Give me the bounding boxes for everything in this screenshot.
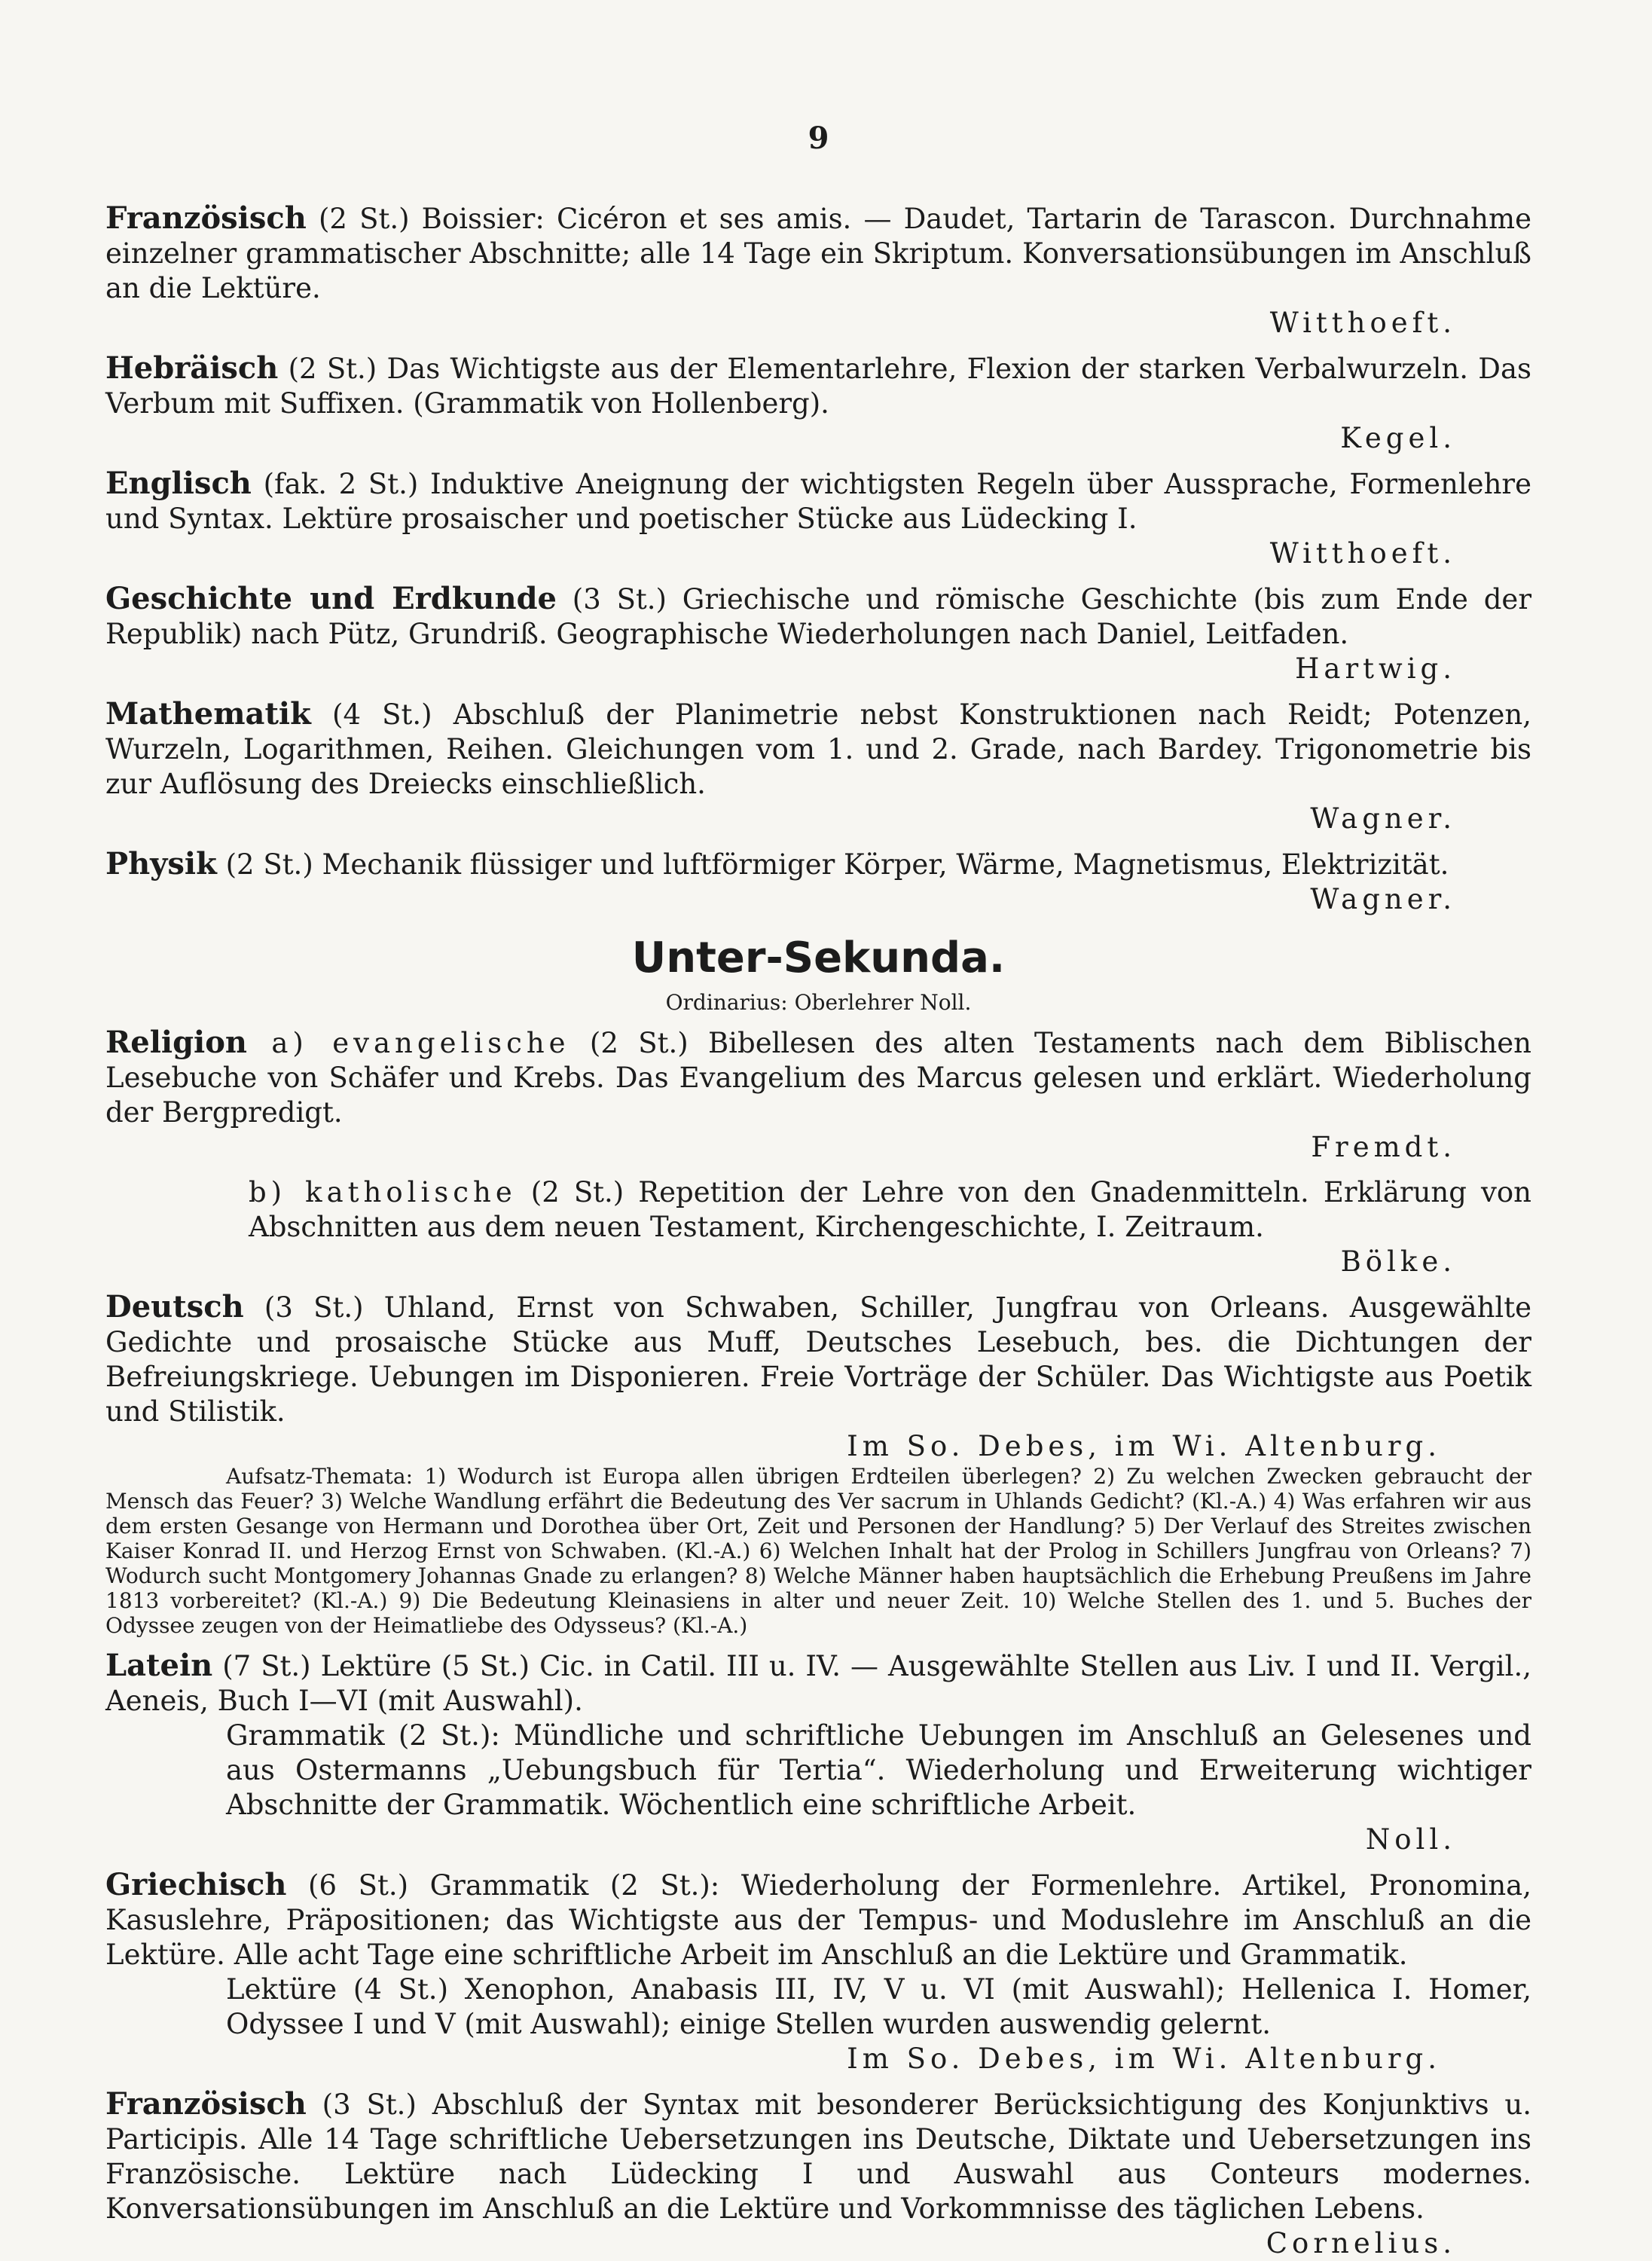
page-number: 9 bbox=[808, 121, 829, 156]
subject-heading: Geschichte und Erdkunde bbox=[105, 581, 557, 616]
teacher-name: Im So. Debes, im Wi. Altenburg. bbox=[847, 1430, 1441, 1462]
teacher-name: Bölke. bbox=[1340, 1245, 1456, 1278]
entry-griechisch bbox=[105, 1868, 1531, 2076]
entry-text: (3 St.) Griechische und römische Geschichte (bis zum Ende der Republik) nach Pütz, Grundriß. Geographische Wiederholungen nach Daniel, Leitfaden. bbox=[105, 583, 1532, 650]
entry-text: (4 St.) Abschluß der Planimetrie nebst Konstruktionen nach Reidt; Potenzen, Wurzeln, Logarithmen, Reihen. Gleichungen vom 1. und 2. Grade, nach Bardey. Trigonometrie bis zur Auflösung des Dreiecks einschließlich. bbox=[105, 698, 1531, 800]
teacher-name: Wagner. bbox=[1310, 883, 1456, 915]
subject-heading: Griechisch bbox=[105, 1867, 287, 1902]
entry-franzoesisch-ii bbox=[105, 201, 1531, 341]
entry-sublabel: b) katholische bbox=[249, 1176, 517, 1208]
entry-text: (6 St.) Grammatik (2 St.): Wiederholung der Formenlehre. Artikel, Pronomina, Kasuslehre, Präpositionen; das Wichtigste aus der Tempus- und Moduslehre im Anschluß an die Lektüre. Alle acht Tage eine schriftliche Arbeit im Anschluß an die Lektüre und Grammatik. bbox=[105, 1869, 1531, 1971]
entry-deutsch bbox=[105, 1290, 1531, 1638]
entry-lektuere: Lektüre (4 St.) Xenophon, Anabasis III, IV, V u. VI (mit Auswahl); Hellenica I. Homer, Odyssee I und V (mit Auswahl); einige Stellen wurden auswendig gelernt. bbox=[226, 1973, 1531, 2040]
entry-text: (3 St.) Uhland, Ernst von Schwaben, Schiller, Jungfrau von Orleans. Ausgewählte Gedichte und prosaische Stücke aus Muff, Deutsches Lesebuch, bes. die Dichtungen der Befreiungskriege. Uebungen im Disponieren. Freie Vorträge der Schüler. Das Wichtigste aus Poetik und Stilistik. bbox=[105, 1291, 1531, 1428]
entry-text: (2 St.) Mechanik flüssiger und luftförmiger Körper, Wärme, Magnetismus, Elektrizität. bbox=[216, 848, 1449, 881]
entry-sublabel: a) evangelische bbox=[247, 1027, 570, 1059]
entry-text: (7 St.) Lektüre (5 St.) Cic. in Catil. III u. IV. — Ausgewählte Stellen aus Liv. I und II. Vergil., Aeneis, Buch I—VI (mit Auswahl). bbox=[105, 1650, 1531, 1717]
entry-englisch bbox=[105, 466, 1531, 571]
teacher-name: Witthoeft. bbox=[1269, 307, 1456, 339]
entry-text: (3 St.) Abschluß der Syntax mit besonderer Berücksichtigung des Konjunktivs u. Participis. Alle 14 Tage schriftliche Uebersetzungen ins Deutsche, Diktate und Uebersetzungen ins Französische. Lektüre nach Lüdecking I und Auswahl aus Conteurs modernes. Konversationsübungen im Anschluß an die Lektüre und Vorkommnisse des täglichen Lebens. bbox=[105, 2088, 1531, 2225]
essay-themes-label: Aufsatz-Themata: bbox=[226, 1464, 414, 1489]
entry-mathematik bbox=[105, 697, 1531, 836]
teacher-name: Kegel. bbox=[1340, 422, 1456, 454]
entry-religion-b bbox=[105, 1175, 1531, 1279]
entry-text: (2 St.) Bibellesen des alten Testaments nach dem Biblischen Lesebuche von Schäfer und Krebs. Das Evangelium des Marcus gelesen und erklärt. Wiederholung der Bergpredigt. bbox=[105, 1027, 1532, 1129]
subject-heading: Englisch bbox=[105, 466, 252, 501]
essay-themes bbox=[105, 1464, 1531, 1638]
subject-heading: Physik bbox=[105, 846, 217, 881]
ordinarius-line: Ordinarius: Oberlehrer Noll. bbox=[665, 990, 972, 1015]
entry-franzoesisch-us bbox=[105, 2087, 1531, 2261]
teacher-name: Wagner. bbox=[1310, 802, 1456, 835]
subject-heading: Französisch bbox=[105, 200, 307, 236]
teacher-name: Cornelius. bbox=[1266, 2227, 1456, 2259]
entry-text: (2 St.) Das Wichtigste aus der Elementarlehre, Flexion der starken Verbalwurzeln. Das Verbum mit Suffixen. (Grammatik von Hollenberg). bbox=[105, 353, 1531, 420]
entry-text: (2 St.) Repetition der Lehre von den Gnadenmitteln. Erklärung von Abschnitten aus dem neuen Testament, Kirchengeschichte, I. Zeitraum. bbox=[249, 1176, 1531, 1243]
entry-grammatik: Grammatik (2 St.): Mündliche und schriftliche Uebungen im Anschluß an Gelesenes und aus Ostermanns „Uebungsbuch für Tertia“. Wiederholung und Erweiterung wichtiger Abschnitte der Grammatik. Wöchentlich eine schriftliche Arbeit. bbox=[226, 1719, 1531, 1821]
teacher-name: Im So. Debes, im Wi. Altenburg. bbox=[847, 2043, 1441, 2075]
entry-hebraeisch bbox=[105, 351, 1531, 456]
teacher-name: Witthoeft. bbox=[1269, 537, 1456, 570]
subject-heading: Latein bbox=[105, 1648, 213, 1683]
section-title: Unter-Sekunda. bbox=[631, 933, 1006, 982]
essay-themes-text: 1) Wodurch ist Europa allen übrigen Erdteilen überlegen? 2) Zu welchen Zwecken gebraucht der Mensch das Feuer? 3) Welche Wandlung erfährt die Bedeutung des Ver sacrum in Uhlands Gedicht? (Kl.-A.) 4) Was erfahren wir aus dem ersten Gesange von Hermann und Dorothea über Ort, Zeit und Personen der Handlung? 5) Der Verlauf des Streites zwischen Kaiser Konrad II. und Herzog Ernst von Schwaben. (Kl.-A.) 6) Welchen Inhalt hat der Prolog in Schillers Jungfrau von Orleans? 7) Wodurch sucht Montgomery Johannas Gnade zu erlangen? 8) Welche Männer haben hauptsächlich die Erhebung Preußens im Jahre 1813 vorbereitet? (Kl.-A.) 9) Die Bedeutung Kleinasiens in alter und neuer Zeit. 10) Welche Stellen des 1. und 5. Buches der Odyssee zeugen von der Heimatliebe des Odysseus? (Kl.-A.) bbox=[105, 1464, 1531, 1638]
subject-heading: Religion bbox=[105, 1025, 248, 1060]
subject-heading: Deutsch bbox=[105, 1289, 244, 1325]
subject-heading: Mathematik bbox=[105, 696, 311, 732]
entry-text: (2 St.) Boissier: Cicéron et ses amis. — Daudet, Tartarin de Tarascon. Durchnahme einzelner grammatischer Abschnitte; alle 14 Tage ein Skriptum. Konversationsübungen im Anschluß an die Lektüre. bbox=[105, 203, 1531, 304]
entry-latein bbox=[105, 1648, 1531, 1857]
subject-heading: Französisch bbox=[105, 2086, 307, 2122]
entry-geschichte bbox=[105, 582, 1531, 686]
teacher-name: Hartwig. bbox=[1295, 652, 1456, 685]
teacher-name: Fremdt. bbox=[1311, 1131, 1456, 1163]
teacher-name: Noll. bbox=[1365, 1823, 1456, 1856]
subject-heading: Hebräisch bbox=[105, 350, 279, 386]
entry-religion-a bbox=[105, 1025, 1531, 1165]
entry-physik bbox=[105, 847, 1531, 917]
entry-text: (fak. 2 St.) Induktive Aneignung der wichtigsten Regeln über Aussprache, Formenlehre und Syntax. Lektüre prosaischer und poetischer Stücke aus Lüdecking I. bbox=[105, 468, 1531, 535]
